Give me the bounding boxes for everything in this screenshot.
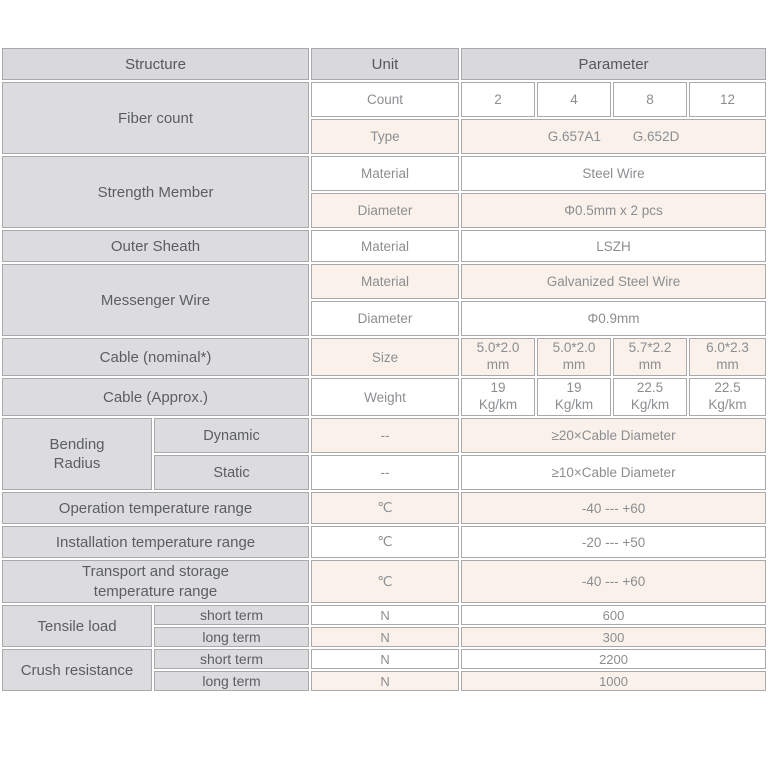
structure-label-fiber-count: Fiber count <box>2 82 309 154</box>
value-cell: 2200 <box>461 649 766 669</box>
table-row <box>2 649 766 669</box>
value-cell: 12 <box>689 82 766 117</box>
value-cell: 22.5 Kg/km <box>613 378 687 416</box>
structure-label-installation-temp: Installation temperature range <box>2 526 309 558</box>
table-row <box>2 418 766 453</box>
structure-label-messenger-wire: Messenger Wire <box>2 264 309 336</box>
unit-cell: ℃ <box>311 492 459 524</box>
structure-label-cable-approx: Cable (Approx.) <box>2 378 309 416</box>
value-cell: Φ0.9mm <box>461 301 766 336</box>
header-parameter: Parameter <box>461 48 766 80</box>
unit-cell: Material <box>311 230 459 262</box>
structure-label-strength-member: Strength Member <box>2 156 309 228</box>
table-row <box>2 378 766 416</box>
table-row <box>2 338 766 376</box>
sub-label-short-term: short term <box>154 649 309 669</box>
fiber-type-1: G.657A1 <box>547 129 602 144</box>
value-cell: 5.7*2.2 mm <box>613 338 687 376</box>
value-cell: Galvanized Steel Wire <box>461 264 766 299</box>
value-cell: 2 <box>461 82 535 117</box>
value-cell: 300 <box>461 627 766 647</box>
structure-label-operation-temp: Operation temperature range <box>2 492 309 524</box>
value-cell: 6.0*2.3 mm <box>689 338 766 376</box>
value-cell: Φ0.5mm x 2 pcs <box>461 193 766 228</box>
sub-label-long-term: long term <box>154 627 309 647</box>
value-cell: 5.0*2.0 mm <box>537 338 611 376</box>
table-row <box>2 82 766 117</box>
value-cell: 4 <box>537 82 611 117</box>
structure-label-outer-sheath: Outer Sheath <box>2 230 309 262</box>
header-unit: Unit <box>311 48 459 80</box>
value-cell: 1000 <box>461 671 766 691</box>
value-cell: ≥20×Cable Diameter <box>461 418 766 453</box>
value-cell-fiber-type <box>461 119 766 154</box>
value-cell: 600 <box>461 605 766 625</box>
table-row <box>2 605 766 625</box>
sub-label-dynamic: Dynamic <box>154 418 309 453</box>
unit-cell: Diameter <box>311 193 459 228</box>
value-cell: 5.0*2.0 mm <box>461 338 535 376</box>
header-structure: Structure <box>2 48 309 80</box>
value-cell: 8 <box>613 82 687 117</box>
sub-label-short-term: short term <box>154 605 309 625</box>
unit-cell: N <box>311 671 459 691</box>
structure-label-crush-resistance: Crush resistance <box>2 649 152 691</box>
unit-cell: ℃ <box>311 560 459 603</box>
unit-cell: -- <box>311 418 459 453</box>
sub-label-long-term: long term <box>154 671 309 691</box>
unit-cell: N <box>311 649 459 669</box>
sub-label-static: Static <box>154 455 309 490</box>
unit-cell: Size <box>311 338 459 376</box>
value-cell: -40 --- +60 <box>461 560 766 603</box>
unit-cell: Material <box>311 156 459 191</box>
unit-cell: Material <box>311 264 459 299</box>
unit-cell: -- <box>311 455 459 490</box>
value-cell: Steel Wire <box>461 156 766 191</box>
unit-cell: Type <box>311 119 459 154</box>
unit-cell: N <box>311 605 459 625</box>
cable-spec-table <box>0 46 768 693</box>
value-cell: 19 Kg/km <box>461 378 535 416</box>
table-row <box>2 526 766 558</box>
value-cell: 22.5 Kg/km <box>689 378 766 416</box>
unit-cell: Count <box>311 82 459 117</box>
structure-label-cable-nominal: Cable (nominal*) <box>2 338 309 376</box>
value-cell: LSZH <box>461 230 766 262</box>
structure-label-transport-temp: Transport and storage temperature range <box>2 560 309 603</box>
unit-cell: ℃ <box>311 526 459 558</box>
table-row <box>2 264 766 299</box>
structure-label-tensile-load: Tensile load <box>2 605 152 647</box>
table-row <box>2 156 766 191</box>
unit-cell: Weight <box>311 378 459 416</box>
value-cell: -40 --- +60 <box>461 492 766 524</box>
fiber-type-2: G.652D <box>632 129 680 144</box>
value-cell: -20 --- +50 <box>461 526 766 558</box>
table-row <box>2 560 766 603</box>
table-row <box>2 230 766 262</box>
structure-label-bending-radius: Bending Radius <box>2 418 152 490</box>
table-row <box>2 492 766 524</box>
unit-cell: Diameter <box>311 301 459 336</box>
value-cell: ≥10×Cable Diameter <box>461 455 766 490</box>
table-header-row <box>2 48 766 80</box>
value-cell: 19 Kg/km <box>537 378 611 416</box>
unit-cell: N <box>311 627 459 647</box>
